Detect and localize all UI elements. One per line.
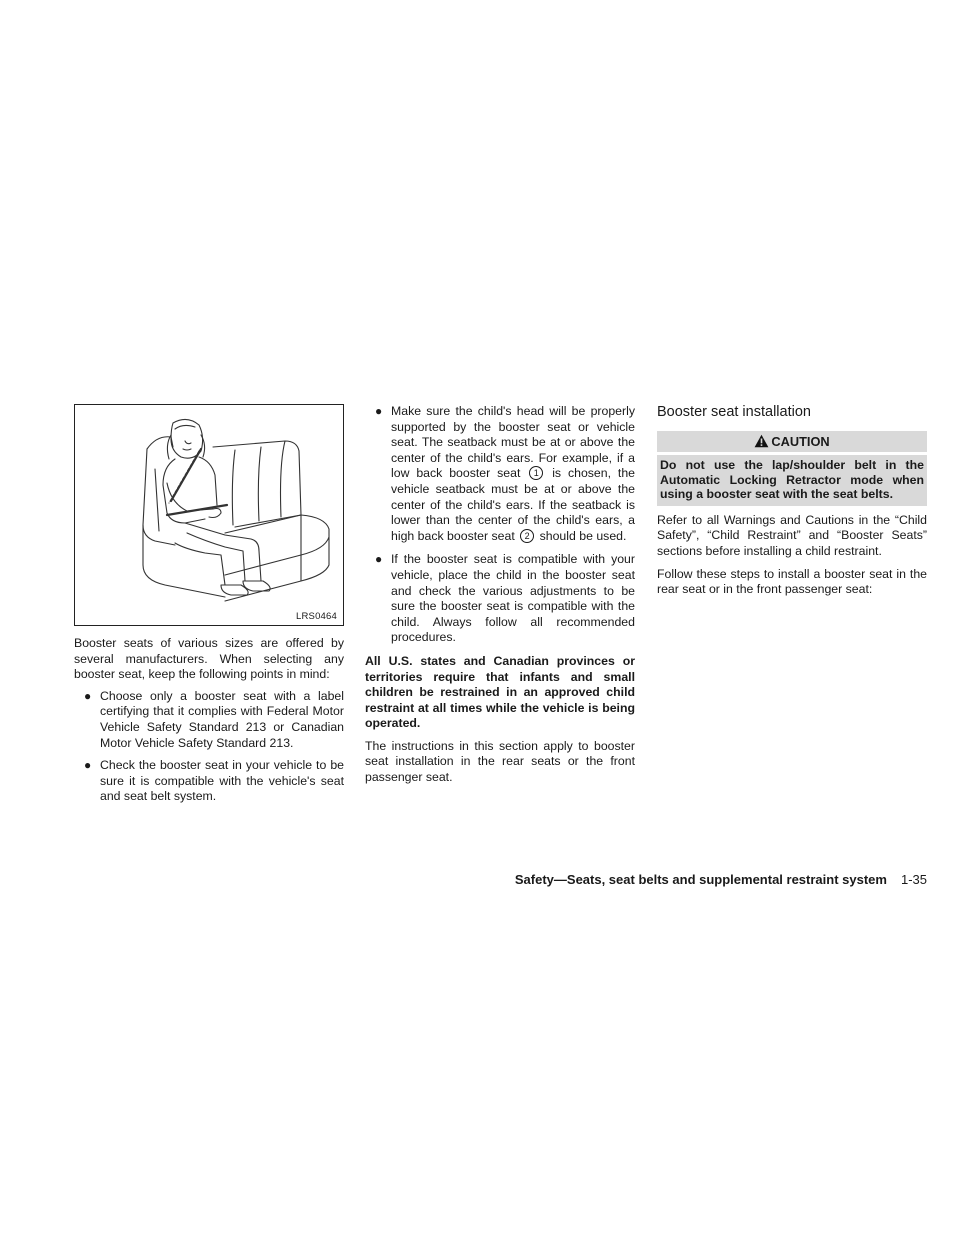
chapter-title: Safety—Seats, seat belts and supplemental restraint system: [514, 872, 887, 887]
page-number: 1-35: [900, 872, 927, 887]
bullet-icon: ●: [375, 552, 383, 567]
bullet-icon: ●: [375, 404, 383, 418]
caution-header: [657, 431, 927, 455]
left-column: [74, 404, 344, 812]
legal-requirement-paragraph: All U.S. states and Canadian provinces or territories require that infants and small children be restrained in an approved child restraint at all times while the vehicle is being operated.: [365, 653, 635, 731]
list-item: ● Choose only a booster seat with a label certifying that it complies with Federal Motor Vehicle Safety Standard 213 or Canadian Motor Vehicle Safety Standard 213.: [84, 688, 344, 750]
callout-marker-1: 1: [529, 466, 543, 480]
booster-seat-illustration: [74, 404, 344, 626]
list-item: ● If the booster seat is compatible with your vehicle, place the child in the booster seat and check the various adjustments to be sure the booster seat is compatible with the child. Always follow all recommended procedures.: [375, 552, 635, 645]
intro-paragraph: Booster seats of various sizes are offered by several manufacturers. When selecting any booster seat, keep the following points in mind:: [74, 636, 344, 682]
steps-intro-paragraph: Follow these steps to install a booster seat in the rear seat or in the front passenger seat:: [657, 566, 927, 597]
section-title: Booster seat installation: [657, 404, 811, 420]
callout-marker-2: 2: [520, 529, 534, 543]
list-item: ● Check the booster seat in your vehicle to be sure it is compatible with the vehicle's seat and seat belt system.: [84, 758, 344, 804]
booster-check-list: [365, 404, 635, 646]
instructions-scope-paragraph: The instructions in this section apply to booster seat installation in the rear seats or the front passenger seat.: [365, 738, 635, 785]
selection-points-list: [74, 689, 344, 805]
caution-text: Do not use the lap/shoulder belt in the Automatic Locking Retractor mode when using a booster seat with the seat belts.: [660, 458, 924, 502]
refer-paragraph: Refer to all Warnings and Cautions in the “Child Safety”, “Child Restraint” and “Booster Seats” sections before installing a child restraint.: [657, 512, 927, 558]
child-in-booster-seat-drawing: [75, 405, 343, 625]
right-column: [657, 404, 927, 598]
list-item: ● Make sure the child's head will be properly supported by the booster seat or vehicle seat. The seatback must be at or above the center of the child's ears. For example, if a low back booster seat 1 is chosen, the vehicle seatback must be at or above the center of the child's ears. If the seatback is lower than the center of the child's ears, a high back booster seat 2 should be used.: [375, 404, 636, 543]
page-footer: [515, 872, 927, 887]
warning-triangle-icon: [754, 433, 769, 454]
bullet-icon: ●: [84, 758, 92, 773]
caution-box: [657, 431, 927, 506]
caution-label: CAUTION: [771, 434, 830, 449]
figure-code: LRS0464: [295, 611, 337, 622]
bullet-icon: ●: [84, 688, 92, 703]
middle-column: [365, 404, 635, 786]
